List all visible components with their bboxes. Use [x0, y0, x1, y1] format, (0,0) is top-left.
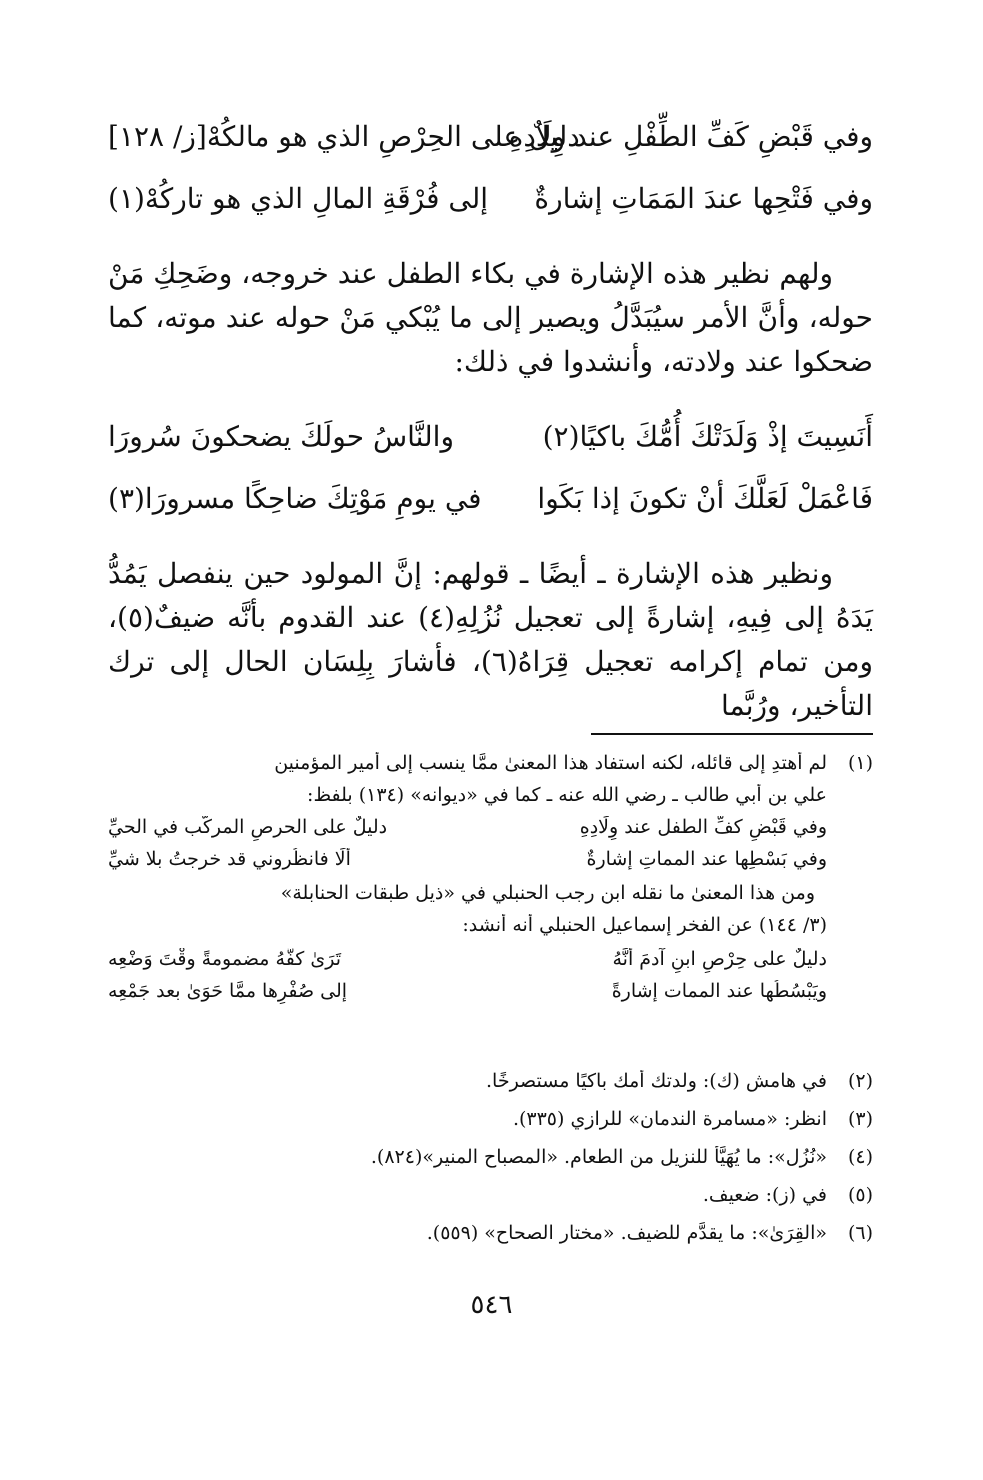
- footnote-line: [108, 882, 873, 912]
- hemistich: أَنَسِيتَ إذْ وَلَدَتْكَ أُمُّكَ باكيًا(٢): [542, 420, 873, 453]
- footnote-text: «القِرَىٰ»: ما يقدَّم للضيف. «مختار الصحاح» (٥٥٩).: [426, 1222, 827, 1244]
- footnote: [108, 1146, 873, 1176]
- footnote-line: [108, 784, 873, 814]
- hemistich: في يومِ مَوْتِكَ ضاحِكًا مسرورَا(٣): [108, 482, 482, 515]
- footnote-text: (٣/ ١٤٤) عن الفخر إسماعيل الحنبلي أنه أنشد:: [462, 914, 827, 936]
- footnote-number: (١): [847, 752, 873, 774]
- hemistich: ويَبْسُطُها عند الممات إشارةً: [611, 980, 827, 1002]
- footnote-text: في (ز): ضعيف.: [702, 1184, 827, 1206]
- hemistich: تَرَىٰ كفَّهُ مضمومةً وقْتَ وَضْعِه: [108, 948, 342, 970]
- verse-line: [108, 182, 873, 234]
- footnote-verse: [108, 980, 873, 1010]
- hemistich: وفي بَسْطِها عند المماتِ إشارةٌ: [586, 848, 827, 870]
- hemistich: فَاعْمَلْ لَعَلَّكَ أنْ تكونَ إذا بَكَوا: [537, 482, 873, 515]
- footnote-verse: [108, 948, 873, 978]
- paragraph: [108, 252, 873, 384]
- footnote: [108, 1184, 873, 1214]
- footnote: [108, 1108, 873, 1138]
- footnote-verse: [108, 848, 873, 878]
- footnote-text: لم أهتدِ إلى قائله، لكنه استفاد هذا المعنىٰ ممَّا ينسب إلى أمير المؤمنين: [274, 752, 827, 774]
- footnote-number: (٦): [847, 1222, 873, 1244]
- hemistich: دليلٌ على حِرْصِ ابنِ آدمَ أنَّهُ: [612, 948, 827, 970]
- hemistich: والنَّاسُ حولَكَ يضحكونَ سُرورَا: [108, 420, 454, 453]
- footnote-text: في هامش (ك): ولدتك أمك باكيًا مستصرخًا.: [486, 1070, 827, 1092]
- footnote-text: انظر: «مسامرة الندمان» للرازي (٣٣٥).: [512, 1108, 827, 1130]
- paragraph: [108, 552, 873, 728]
- verse-line: [108, 420, 873, 472]
- hemistich: دليلٌ على الحرصِ المركَّب في الحيِّ: [108, 816, 388, 838]
- verse-line: [108, 120, 873, 172]
- paragraph-text: ولهم نظير هذه الإشارة في بكاء الطفل عند خروجه، وضَحِكِ مَنْ حوله، وأنَّ الأمر سيُبَدَّلُ ويصير إلى ما يُبْكي مَنْ حوله عند موته، كما ضحكوا عند ولادته، وأنشدوا في ذلك:: [108, 257, 873, 378]
- footnote-number: (٣): [847, 1108, 873, 1130]
- hemistich: وفي قَبْضِ كَفِّ الطِّفْلِ عند وِلَادِهِ: [508, 120, 873, 153]
- hemistich: دليلٌ على الحِرْصِ الذي هو مالكُهْ[ز/ ١٢٨]: [108, 120, 580, 153]
- footnote-verse: [108, 816, 873, 846]
- verse-line: [108, 482, 873, 534]
- hemistich: إلى فُرْقَةِ المالِ الذي هو تاركُهْ(١): [108, 182, 489, 215]
- footnote-number: (٥): [847, 1184, 873, 1206]
- paragraph-text: ونظير هذه الإشارة ـ أيضًا ـ قولهم: إنَّ المولود حين ينفصل يَمُدُّ يَدَهُ إلى فِيهِ، إشارةً إلى تعجيل نُزُلِهِ(٤) عند القدوم بأنَّه ضيفٌ(٥)، ومن تمام إكرامه تعجيل قِرَاهُ(٦)، فأشارَ بِلِسَان الحال إلى ترك التأخير، ورُبَّما: [108, 557, 873, 722]
- hemistich: أَلَا فانظُروني قد خرجتُ بلا شيِّ: [108, 848, 351, 870]
- footnote-text: ومن هذا المعنىٰ ما نقله ابن رجب الحنبلي في «ذيل طبقات الحنابلة»: [280, 882, 815, 904]
- page-number: ٥٤٦: [470, 1290, 513, 1320]
- footnote-text: علي بن أبي طالب ـ رضي الله عنه ـ كما في «ديوانه» (١٣٤) بلفظ:: [307, 784, 827, 806]
- hemistich: وفي فَتْحِها عندَ المَمَاتِ إشارةٌ: [534, 182, 873, 215]
- footnote-text: «نُزُل»: ما يُهَيَّأُ للنزيل من الطعام. «المصباح المنير»(٨٢٤).: [370, 1146, 827, 1168]
- footnote-line: [108, 914, 873, 944]
- footnote-number: (٢): [847, 1070, 873, 1092]
- footnote-line: [108, 752, 873, 782]
- hemistich: وفي قَبْضِ كفِّ الطفل عند وِلَادِهِ: [579, 816, 827, 838]
- hemistich: إلى صُفْرِها ممَّا حَوَىٰ بعد جَمْعِه: [108, 980, 348, 1002]
- footnote-separator: [591, 733, 873, 735]
- footnote-number: (٤): [847, 1146, 873, 1168]
- footnote: [108, 1222, 873, 1252]
- footnote: [108, 1070, 873, 1100]
